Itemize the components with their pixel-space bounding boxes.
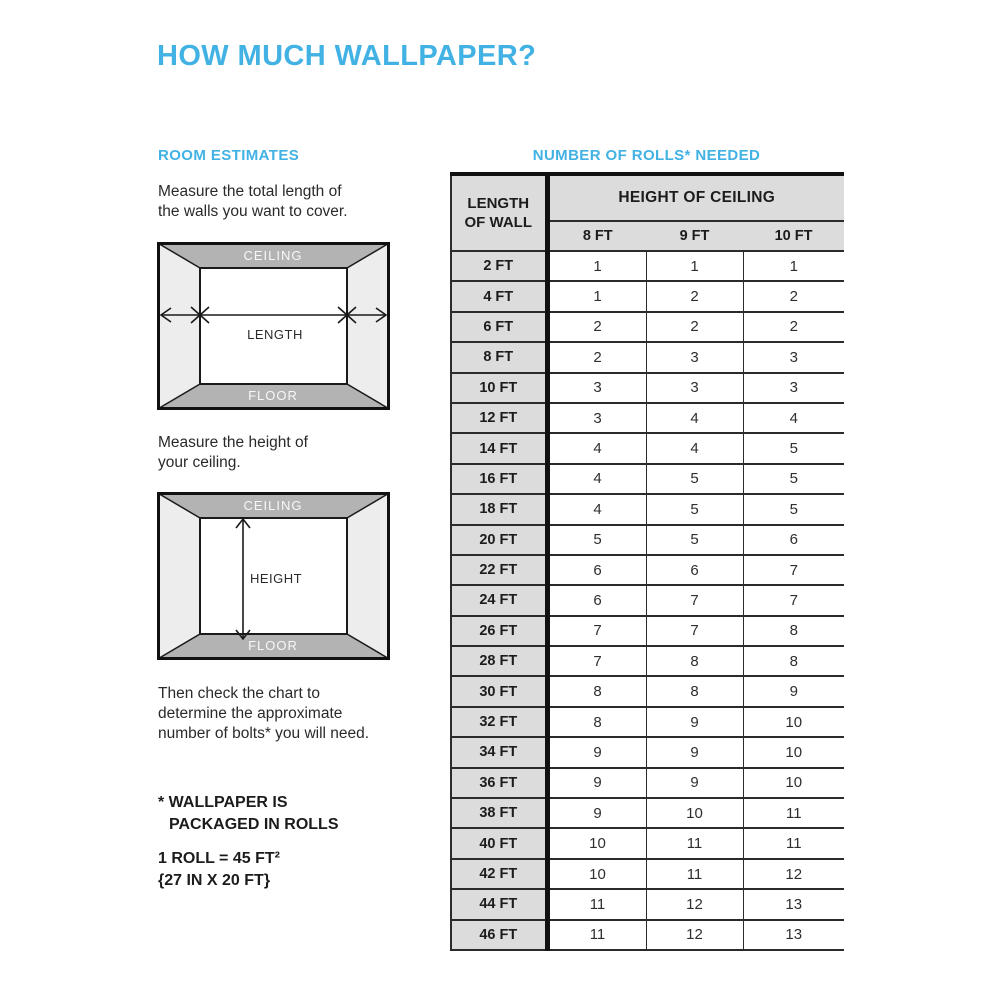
rolls-value-cell: 10 — [547, 828, 646, 858]
wall-length-cell: 46 FT — [451, 920, 547, 950]
table-row — [451, 889, 844, 919]
rolls-value-cell: 1 — [646, 251, 743, 281]
step1-line2: the walls you want to cover. — [158, 203, 348, 220]
rolls-value-cell: 2 — [646, 312, 743, 342]
rolls-value-cell: 3 — [743, 373, 844, 403]
table-row — [451, 464, 844, 494]
table-row — [451, 859, 844, 889]
step2-text — [158, 433, 308, 473]
step1-text — [158, 182, 348, 222]
rolls-value-cell: 4 — [646, 433, 743, 463]
col-header-10ft: 10 FT — [743, 221, 844, 251]
ceiling-label: CEILING — [243, 498, 303, 513]
table-row — [451, 798, 844, 828]
rolls-value-cell: 6 — [743, 525, 844, 555]
length-room-diagram-svg — [157, 242, 390, 410]
rolls-table — [450, 172, 844, 951]
rolls-value-cell: 9 — [646, 707, 743, 737]
table-row — [451, 828, 844, 858]
rolls-value-cell: 11 — [547, 920, 646, 950]
rolls-value-cell: 9 — [646, 737, 743, 767]
back-wall — [200, 268, 347, 384]
rolls-value-cell: 7 — [547, 616, 646, 646]
rolls-value-cell: 12 — [646, 920, 743, 950]
rolls-value-cell: 2 — [743, 281, 844, 311]
wall-length-cell: 22 FT — [451, 555, 547, 585]
table-row — [451, 494, 844, 524]
rolls-value-cell: 4 — [646, 403, 743, 433]
step1-line1: Measure the total length of — [158, 183, 342, 200]
rolls-value-cell: 6 — [547, 555, 646, 585]
rolls-value-cell: 13 — [743, 920, 844, 950]
rolls-value-cell: 5 — [547, 525, 646, 555]
roll-size-line2: {27 IN X 20 FT} — [158, 872, 271, 889]
right-wall-plane — [347, 242, 390, 410]
rolls-value-cell: 9 — [743, 676, 844, 706]
roll-size-line1: 1 ROLL = 45 FT² — [158, 850, 280, 867]
rolls-table-body — [451, 251, 844, 950]
table-row — [451, 281, 844, 311]
rolls-value-cell: 9 — [547, 737, 646, 767]
rolls-value-cell: 4 — [547, 494, 646, 524]
length-label: LENGTH — [247, 327, 303, 342]
rolls-value-cell: 3 — [743, 342, 844, 372]
rolls-value-cell: 5 — [646, 494, 743, 524]
rolls-value-cell: 2 — [646, 281, 743, 311]
ceiling-label: CEILING — [243, 248, 303, 263]
height-room-diagram — [157, 492, 390, 665]
table-row — [451, 373, 844, 403]
wall-length-cell: 36 FT — [451, 768, 547, 798]
rolls-value-cell: 2 — [547, 312, 646, 342]
wallpaper-footnote — [158, 792, 338, 836]
col-header-8ft: 8 FT — [547, 221, 646, 251]
rolls-value-cell: 1 — [547, 281, 646, 311]
room-estimates-heading: ROOM ESTIMATES — [158, 147, 300, 164]
length-of-wall-header — [451, 174, 547, 251]
floor-label: FLOOR — [248, 388, 298, 403]
rolls-lookup-table — [450, 172, 844, 951]
rolls-value-cell: 11 — [743, 828, 844, 858]
table-row — [451, 525, 844, 555]
left-wall-plane — [157, 492, 200, 660]
height-room-diagram-svg — [157, 492, 390, 660]
rolls-value-cell: 8 — [547, 676, 646, 706]
wall-length-cell: 20 FT — [451, 525, 547, 555]
rolls-value-cell: 6 — [547, 585, 646, 615]
wall-length-cell: 26 FT — [451, 616, 547, 646]
wall-length-cell: 34 FT — [451, 737, 547, 767]
length-of-wall-line2: OF WALL — [464, 214, 532, 231]
rolls-value-cell: 3 — [646, 373, 743, 403]
table-row — [451, 646, 844, 676]
height-of-ceiling-header: HEIGHT OF CEILING — [547, 174, 844, 221]
table-row — [451, 707, 844, 737]
table-row — [451, 342, 844, 372]
table-row — [451, 737, 844, 767]
rolls-value-cell: 8 — [743, 646, 844, 676]
col-header-9ft: 9 FT — [646, 221, 743, 251]
footnote-line2: PACKAGED IN ROLLS — [169, 816, 339, 833]
step3-line2: determine the approximate — [158, 705, 343, 722]
wall-length-cell: 32 FT — [451, 707, 547, 737]
table-row — [451, 768, 844, 798]
rolls-value-cell: 8 — [547, 707, 646, 737]
wall-length-cell: 30 FT — [451, 676, 547, 706]
table-row — [451, 585, 844, 615]
rolls-value-cell: 11 — [646, 828, 743, 858]
rolls-value-cell: 12 — [646, 889, 743, 919]
roll-size-info — [158, 848, 280, 892]
table-header-row-1 — [451, 174, 844, 221]
rolls-value-cell: 8 — [646, 646, 743, 676]
rolls-value-cell: 3 — [547, 403, 646, 433]
rolls-value-cell: 5 — [646, 525, 743, 555]
wall-length-cell: 12 FT — [451, 403, 547, 433]
rolls-value-cell: 4 — [743, 403, 844, 433]
table-row — [451, 920, 844, 950]
wall-length-cell: 8 FT — [451, 342, 547, 372]
rolls-value-cell: 10 — [743, 707, 844, 737]
wall-length-cell: 40 FT — [451, 828, 547, 858]
rolls-value-cell: 3 — [547, 373, 646, 403]
rolls-value-cell: 1 — [743, 251, 844, 281]
rolls-value-cell: 9 — [646, 768, 743, 798]
rolls-value-cell: 10 — [743, 737, 844, 767]
table-row — [451, 555, 844, 585]
table-row — [451, 433, 844, 463]
rolls-value-cell: 9 — [547, 768, 646, 798]
wall-length-cell: 38 FT — [451, 798, 547, 828]
table-row — [451, 676, 844, 706]
rolls-value-cell: 7 — [646, 585, 743, 615]
length-of-wall-line1: LENGTH — [467, 195, 530, 212]
rolls-value-cell: 10 — [646, 798, 743, 828]
rolls-value-cell: 5 — [646, 464, 743, 494]
rolls-value-cell: 11 — [547, 889, 646, 919]
step3-line3: number of bolts* you will need. — [158, 725, 370, 742]
rolls-value-cell: 7 — [743, 555, 844, 585]
page-title: HOW MUCH WALLPAPER? — [157, 40, 537, 72]
rolls-value-cell: 4 — [547, 464, 646, 494]
rolls-value-cell: 5 — [743, 464, 844, 494]
wall-length-cell: 14 FT — [451, 433, 547, 463]
step3-text — [158, 684, 369, 744]
rolls-value-cell: 13 — [743, 889, 844, 919]
wall-length-cell: 4 FT — [451, 281, 547, 311]
rolls-value-cell: 2 — [743, 312, 844, 342]
wall-length-cell: 42 FT — [451, 859, 547, 889]
footnote-line1: * WALLPAPER IS — [158, 794, 288, 811]
wall-length-cell: 6 FT — [451, 312, 547, 342]
floor-label: FLOOR — [248, 638, 298, 653]
rolls-value-cell: 4 — [547, 433, 646, 463]
rolls-value-cell: 5 — [743, 433, 844, 463]
rolls-value-cell: 5 — [743, 494, 844, 524]
height-label: HEIGHT — [249, 571, 303, 586]
rolls-needed-heading: NUMBER OF ROLLS* NEEDED — [532, 147, 761, 164]
rolls-value-cell: 1 — [547, 251, 646, 281]
rolls-value-cell: 8 — [743, 616, 844, 646]
step2-line2: your ceiling. — [158, 454, 241, 471]
rolls-value-cell: 11 — [646, 859, 743, 889]
step3-line1: Then check the chart to — [158, 685, 320, 702]
rolls-value-cell: 6 — [646, 555, 743, 585]
rolls-value-cell: 12 — [743, 859, 844, 889]
right-wall-plane — [347, 492, 390, 660]
rolls-value-cell: 2 — [547, 342, 646, 372]
wall-length-cell: 2 FT — [451, 251, 547, 281]
rolls-value-cell: 11 — [743, 798, 844, 828]
wall-length-cell: 24 FT — [451, 585, 547, 615]
wall-length-cell: 10 FT — [451, 373, 547, 403]
table-row — [451, 616, 844, 646]
left-wall-plane — [157, 242, 200, 410]
rolls-value-cell: 7 — [547, 646, 646, 676]
table-row — [451, 312, 844, 342]
table-row — [451, 251, 844, 281]
table-row — [451, 403, 844, 433]
rolls-value-cell: 10 — [743, 768, 844, 798]
rolls-value-cell: 3 — [646, 342, 743, 372]
length-room-diagram — [157, 242, 390, 415]
rolls-value-cell: 9 — [547, 798, 646, 828]
wall-length-cell: 18 FT — [451, 494, 547, 524]
wall-length-cell: 16 FT — [451, 464, 547, 494]
rolls-value-cell: 7 — [646, 616, 743, 646]
wall-length-cell: 44 FT — [451, 889, 547, 919]
step2-line1: Measure the height of — [158, 434, 308, 451]
wall-length-cell: 28 FT — [451, 646, 547, 676]
rolls-value-cell: 10 — [547, 859, 646, 889]
rolls-value-cell: 7 — [743, 585, 844, 615]
rolls-value-cell: 8 — [646, 676, 743, 706]
